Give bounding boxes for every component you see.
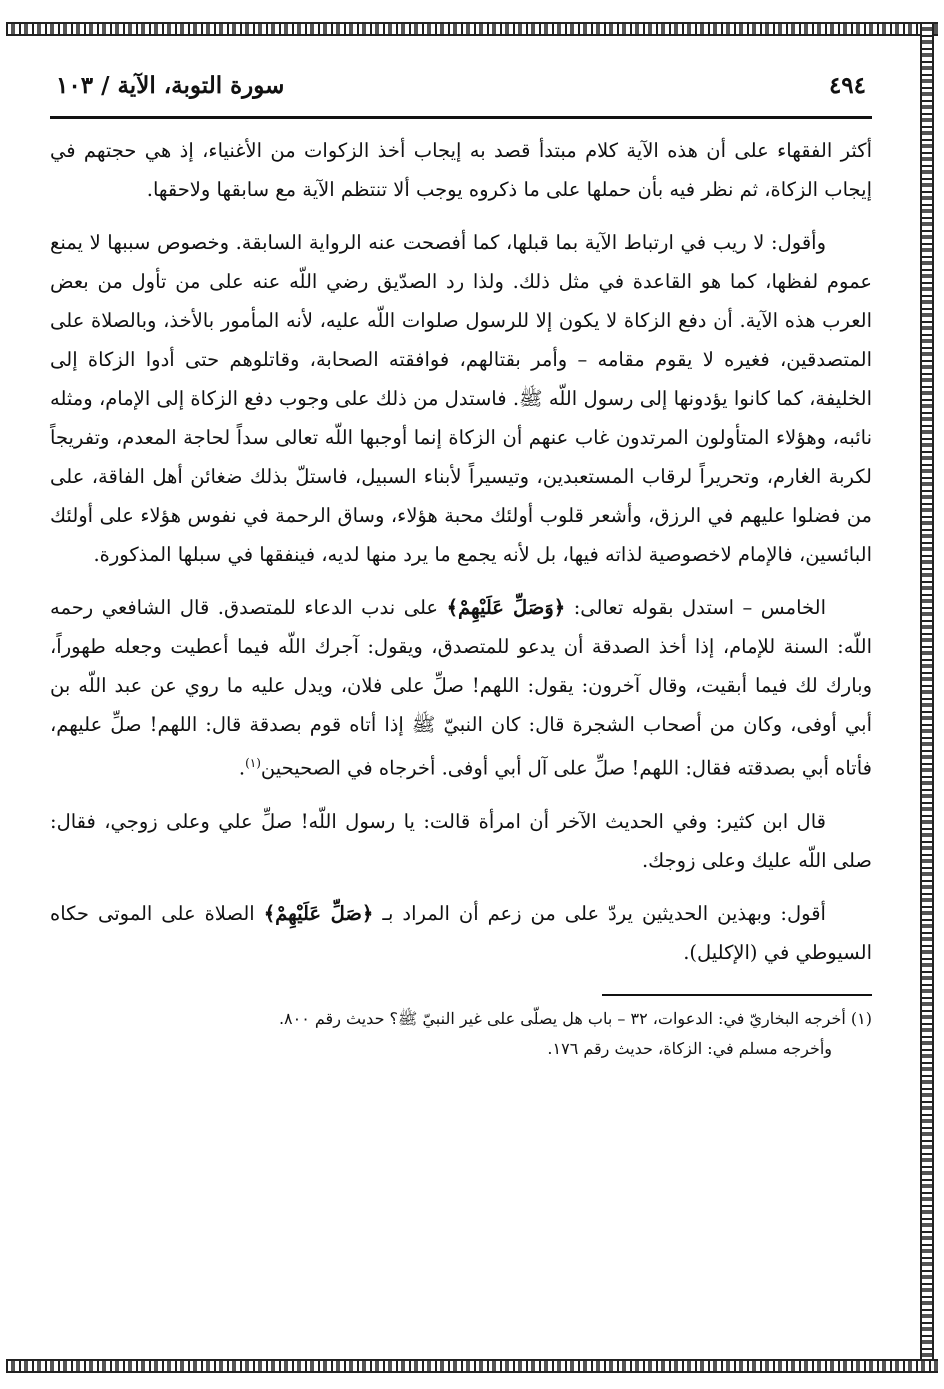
chapter-title: سورة التوبة، الآية / ١٠٣ bbox=[56, 72, 285, 99]
paragraph-2: وأقول: لا ريب في ارتباط الآية بما قبلها، كما أفصحت عنه الرواية السابقة. وخصوص سببها لا يمنع عموم لفظها، كما هو القاعدة في مثل ذلك. ولذا رد الصدّيق رضي اللّه عنه على من تأول من بعض العرب هذه الآية. أن دفع الزكاة لا يكون إلا للرسول صلوات اللّه عليه، لأنه المأمور بالأخذ، وبالصلاة على المتصدقين، فغيره لا يقوم مقامه – وأمر بقتالهم، فوافقته الصحابة، وقاتلوهم حتى أدوا الزكاة إلى الخليفة، كما كانوا يؤدونها إلى رسول اللّه ﷺ. فاستدل من ذلك على وجوب دفع الزكاة إلى الإمام، ومثله نائبه، وهؤلاء المتأولون المرتدون غاب عنهم أن الزكاة إنما أوجبها اللّه تعالى سداً لحاجة المعدم، وتفريجاً لكربة الغارم، وتحريراً لرقاب المستعبدين، وتيسيراً لأبناء السبيل، فاستلّ بذلك ضغائن أهل الفاقة، على من فضلوا عليهم في الرزق، وأشعر قلوب أولئك محبة هؤلاء، وساق الرحمة في نفوس هؤلاء على أولئك البائسين، فالإمام لاخصوصية لذاته فيها، بل لأنه يجمع ما يرد منها لديه، فينفقها في سبلها المذكورة. bbox=[50, 231, 872, 566]
footnote-reference[interactable]: (١) bbox=[245, 756, 261, 770]
book-page bbox=[50, 72, 872, 1299]
paragraph-5-intro: أقول: وبهذين الحديثين يردّ على من زعم أن المراد بـ bbox=[373, 901, 826, 925]
main-text bbox=[50, 131, 872, 972]
running-head bbox=[50, 72, 872, 119]
paragraph-3-intro: الخامس – استدل بقوله تعالى: bbox=[565, 596, 826, 619]
footnote-divider bbox=[602, 994, 872, 996]
ornamental-border-bottom bbox=[6, 1359, 938, 1373]
ornamental-border-right bbox=[920, 22, 934, 1373]
quran-quote: ﴿صَلِّ عَلَيْهِمْ﴾ bbox=[263, 901, 374, 925]
ornamental-border-top bbox=[6, 22, 938, 36]
paragraph-1: أكثر الفقهاء على أن هذه الآية كلام مبتدأ قصد به إيجاب أخذ الزكوات من الأغنياء، إذ هي حجتهم في إيجاب الزكاة، ثم نظر فيه بأن حملها على ما ذكروه يوجب ألا تنتظم الآية مع سابقها ولاحقها. bbox=[50, 139, 872, 201]
paragraph-4: قال ابن كثير: وفي الحديث الآخر أن امرأة قالت: يا رسول اللّه! صلِّ علي وعلى زوجي، فقال: صلى اللّه عليك وعلى زوجك. bbox=[50, 809, 872, 872]
page-number: ٤٩٤ bbox=[828, 72, 866, 99]
quran-quote: ﴿وَصَلِّ عَلَيْهِمْ﴾ bbox=[446, 596, 566, 619]
paragraph-5-body: الصلاة على الموتى حكاه السيوطي في (الإكليل). bbox=[50, 901, 872, 964]
paragraph-3-body: على ندب الدعاء للمتصدق. قال الشافعي رحمه اللّه: السنة للإمام، إذا أخذ الصدقة أن يدعو للمتصدق، ويقول: آجرك اللّه فيما أعطيت وجعله طهوراً، وبارك لك فيما أبقيت، وقال آخرون: يقول: اللهم! صلِّ على فلان، ويدل عليه ما روي عن عبد اللّه بن أبي أوفى، وكان من أصحاب الشجرة قال: كان النبيّ ﷺ إذا أتاه قوم بصدقة قال: اللهم! صلِّ عليهم، فأتاه أبي بصدقته فقال: اللهم! صلِّ على آل أبي أوفى. أخرجاه في الصحيحين bbox=[50, 596, 872, 780]
paragraph-3-end: . bbox=[238, 756, 246, 780]
footnotes bbox=[50, 1004, 872, 1064]
paragraph-5 bbox=[50, 894, 872, 972]
paragraph-3 bbox=[50, 588, 872, 788]
footnote-1-continued: وأخرجه مسلم في: الزكاة، حديث رقم ١٧٦. bbox=[547, 1038, 832, 1058]
footnote-1: (١) أخرجه البخاريّ في: الدعوات، ٣٢ – باب هل يصلّى على غير النبيّ ﷺ؟ حديث رقم ٨٠٠. bbox=[278, 1008, 872, 1028]
